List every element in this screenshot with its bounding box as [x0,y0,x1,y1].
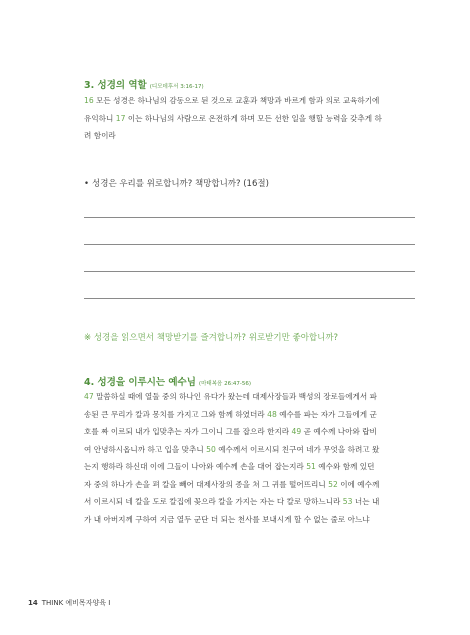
book-title: THINK 예비목자양육 I [41,599,111,607]
section-3-scripture [84,92,420,145]
verse-number: 47 [84,392,94,401]
scripture-line [84,127,420,145]
answer-line [84,217,415,218]
verse-text: 서 이르시되 네 칼을 도로 칼집에 꽂으라 칼을 가지는 자는 다 칼로 망하느니라 [84,497,343,506]
section-4-scripture [84,388,420,528]
question-text: 성경은 우리를 위로합니까? 책망합니까? (16절) [92,179,269,189]
verse-text: 이에 예수께 [337,479,380,489]
verse-text: 호를 짜 이르되 내가 입맞추는 자가 그이니 그를 잡으라 한지라 [84,427,292,436]
scripture-line [84,511,420,529]
verse-number: 49 [291,427,302,436]
scripture-line [84,476,420,494]
verse-text: 예수께서 이르시되 친구여 네가 무엇을 하려고 왔 [215,444,380,454]
scripture-line [84,441,420,459]
scripture-line [84,493,420,511]
section-3-reference: (디모데후서 3:16-17) [149,84,204,90]
section-3-heading [84,77,204,91]
page-footer [28,598,110,608]
scripture-line [84,110,420,128]
verse-number: 52 [328,479,338,489]
verse-number: 51 [306,462,316,471]
verse-text: 너는 내 [352,497,380,506]
verse-text: 는지 행하라 하신대 이에 그들이 나아와 예수께 손을 대어 잡는지라 [84,462,307,471]
answer-line [84,271,415,272]
question-item [84,177,269,189]
scripture-line [84,423,420,441]
verse-text: 곧 예수께 나아와 랍비 [301,427,377,436]
verse-text: 이는 하나님의 사람으로 온전하게 하며 모든 선한 일을 행할 능력을 갖추게 하 [125,113,382,123]
scripture-line [84,458,420,476]
section-4-reference: (마태복음 26:47-56) [198,381,252,387]
verse-text: 송된 큰 무리가 칼과 몽치를 가지고 그와 함께 하였더라 [84,409,268,419]
verse-number: 48 [267,409,277,419]
verse-text: 예수를 파는 자가 그들에게 군 [276,409,377,419]
section-3-title: 3. 성경의 역할 [84,80,147,91]
bullet-icon: • [84,179,90,189]
verse-text: 말씀하실 때에 열둘 중의 하나인 유다가 왔는데 대제사장들과 백성의 장로들에게서 파 [93,392,377,401]
verse-text: 유익하니 [84,113,116,123]
scripture-line [84,406,420,424]
section-4-heading [84,374,251,388]
verse-number: 17 [115,113,126,123]
scripture-line [84,388,420,406]
verse-text: 여 안녕하시옵니까 하고 입을 맞추니 [84,444,207,454]
verse-text: 자 중의 하나가 손을 펴 칼을 빼어 대제사장의 종을 쳐 그 귀를 떨어뜨리니 [84,479,329,489]
reflection-note: ※ 성경을 읽으면서 책망받기를 즐겨합니까? 위로받기만 좋아합니까? [84,333,339,343]
verse-number: 16 [84,96,94,105]
answer-line [84,298,415,299]
verse-number: 50 [206,444,216,454]
verse-text: 모든 성경은 하나님의 감동으로 된 것으로 교훈과 책망과 바르게 함과 의로 교육하기에 [93,96,380,105]
answer-line [84,244,415,245]
page-number: 14 [28,599,38,607]
verse-text: 가 내 아버지께 구하여 지금 열두 군단 더 되는 천사를 보내시게 할 수 없는 줄로 아느냐 [84,514,370,524]
verse-text: 려 함이라 [84,131,116,140]
verse-number: 53 [342,497,353,506]
section-4-title: 4. 성경을 이루시는 예수님 [84,377,196,388]
verse-text: 예수와 함께 있던 [315,462,375,471]
scripture-line [84,92,420,110]
